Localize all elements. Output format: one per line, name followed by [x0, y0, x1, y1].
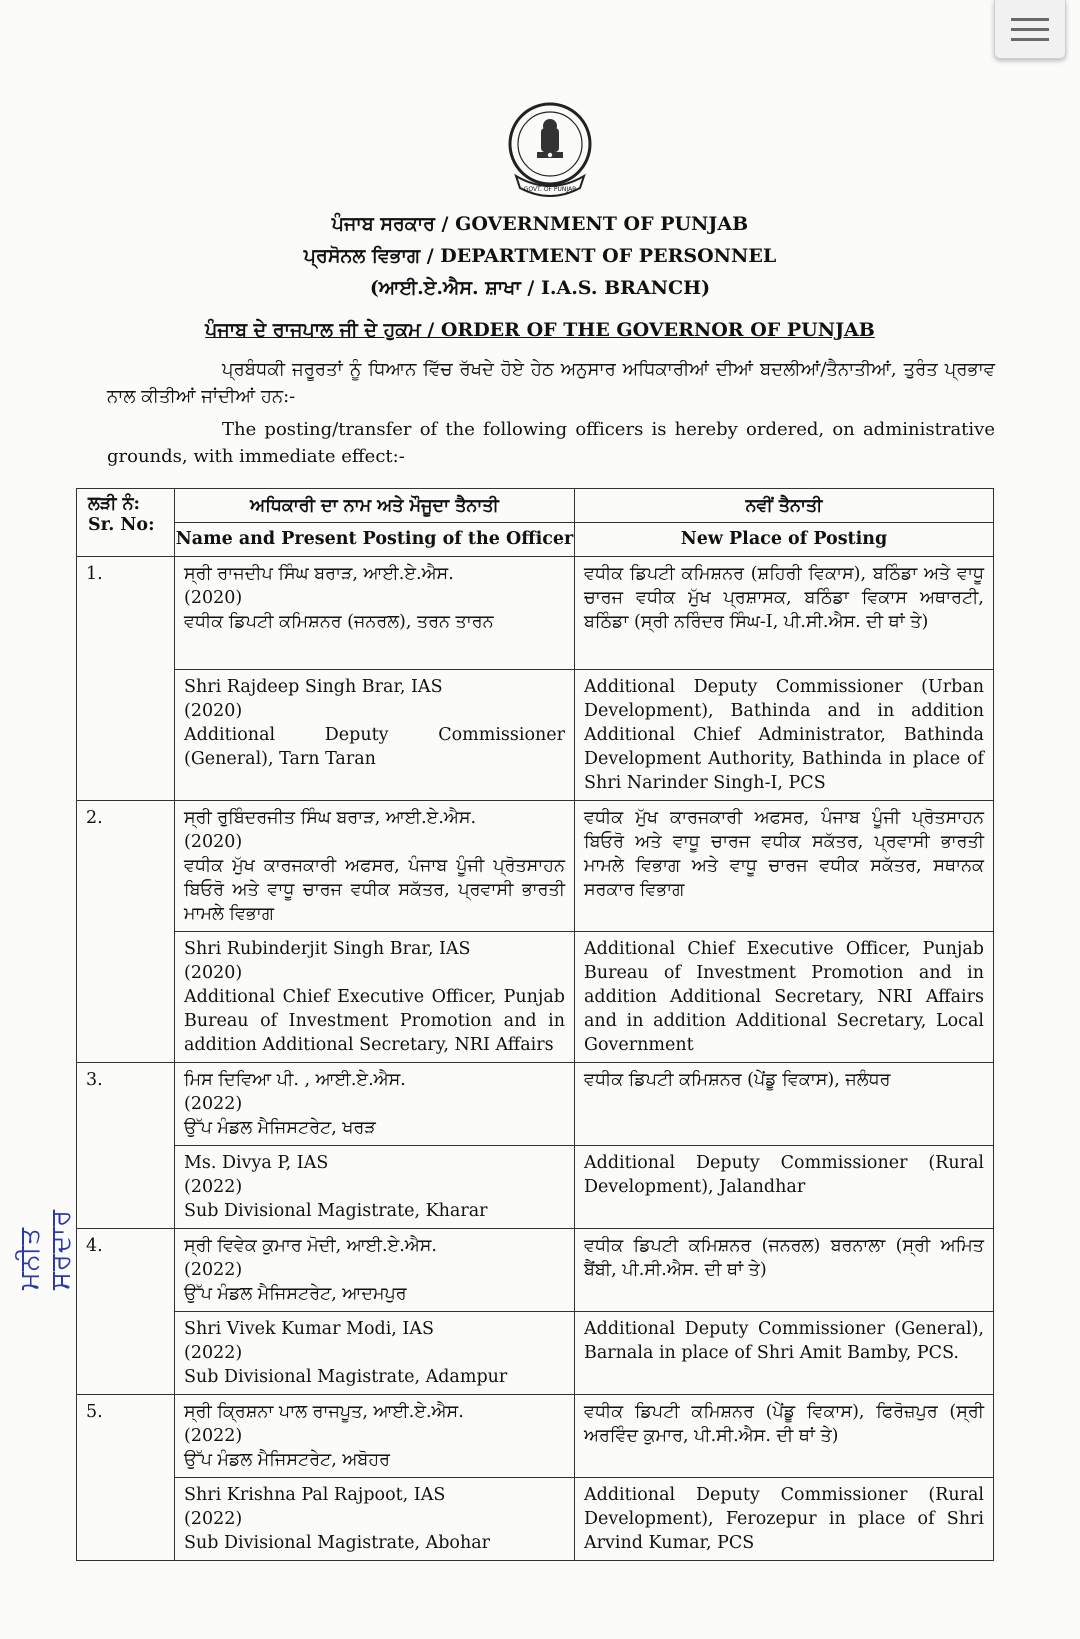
table-header-row [77, 489, 994, 557]
new-posting-cell-pa: ਵਧੀਕ ਮੁੱਖ ਕਾਰਜਕਾਰੀ ਅਫਸਰ, ਪੰਜਾਬ ਪੂੰਜੀ ਪ੍ਰੋਤਸਾਹਨ ਬਿਓਰੋ ਅਤੇ ਵਾਧੂ ਚਾਰਜ ਵਧੀਕ ਸਕੱਤਰ, ਪ੍ਰਵਾਸੀ ਭਾਰਤੀ ਮਾਮਲੇ ਵਿਭਾਗ ਅਤੇ ਵਾਧੂ ਚਾਰਜ ਵਧੀਕ ਸਕੱਤਰ, ਸਥਾਨਕ ਸਰਕਾਰ ਵਿਭਾਗ [575, 801, 994, 932]
officer-present-posting: ਉੱਪ ਮੰਡਲ ਮੈਜਿਸਟਰੇਟ, ਅਬੋਹਰ [184, 1450, 390, 1470]
officer-batch: (2022) [184, 1509, 243, 1529]
sr-cell: 1. [77, 557, 175, 801]
branch-title: (ਆਈ.ਏ.ਐਸ. ਸ਼ਾਖਾ / I.A.S. BRANCH) [369, 277, 711, 299]
sr-cell: 5. [77, 1395, 175, 1561]
officer-cell-en [175, 1146, 575, 1229]
header-new-posting [575, 489, 994, 557]
officer-cell-pa [175, 1395, 575, 1478]
sr-cell: 3. [77, 1063, 175, 1229]
officer-cell-pa [175, 801, 575, 932]
department-title: ਪ੍ਰਸੋਨਲ ਵਿਭਾਗ / DEPARTMENT OF PERSONNEL [303, 245, 777, 267]
officer-batch: (2022) [184, 1094, 243, 1114]
officer-name: ਮਿਸ ਦਿਵਿਆ ਪੀ. , ਆਈ.ਏ.ਐਸ. [184, 1070, 406, 1090]
officer-name: ਸ੍ਰੀ ਰਾਜਦੀਪ ਸਿੰਘ ਬਰਾੜ, ਆਈ.ਏ.ਐਸ. [184, 564, 454, 584]
officer-batch: (2022) [184, 1260, 243, 1280]
officer-cell-en [175, 1478, 575, 1561]
handwritten-signature: ਮਨੀਤ ਸਰਦਾਰ [14, 1208, 76, 1290]
header-officer-en: Name and Present Posting of the Officer [175, 522, 574, 551]
header-sr-no-en: Sr. No: [88, 515, 155, 535]
officer-name: ਸ੍ਰੀ ਰੁਬਿੰਦਰਜੀਤ ਸਿੰਘ ਬਰਾੜ, ਆਈ.ਏ.ਐਸ. [184, 808, 477, 828]
menu-line-icon [1011, 38, 1049, 41]
menu-line-icon [1011, 28, 1049, 31]
table-row [77, 1229, 994, 1312]
officer-batch: (2022) [184, 1343, 243, 1363]
officer-cell-pa [175, 557, 575, 670]
officer-present-posting: Sub Divisional Magistrate, Abohar [184, 1533, 491, 1553]
officer-present-posting: ਵਧੀਕ ਡਿਪਟੀ ਕਮਿਸ਼ਨਰ (ਜਨਰਲ), ਤਰਨ ਤਾਰਨ [184, 612, 494, 632]
postings-table [76, 488, 994, 1561]
new-posting-cell-en: Additional Chief Executive Officer, Punjab Bureau of Investment Promotion and in addition Additional Secretary, NRI Affairs and in addition Additional Secretary, Local Government [575, 932, 994, 1063]
header-new-posting-pa: ਨਵੀਂ ਤੈਨਾਤੀ [745, 496, 823, 516]
officer-present-posting: Additional Deputy Commissioner (General), Tarn Taran [184, 725, 565, 769]
new-posting-cell-en: Additional Deputy Commissioner (Rural Development), Jalandhar [575, 1146, 994, 1229]
officer-batch: (2020) [184, 832, 243, 852]
officer-batch: (2022) [184, 1177, 243, 1197]
new-posting-cell-en: Additional Deputy Commissioner (General), Barnala in place of Shri Amit Bamby, PCS. [575, 1312, 994, 1395]
punjab-emblem-icon [500, 96, 600, 204]
header-officer-pa: ਅਧਿਕਾਰੀ ਦਾ ਨਾਮ ਅਤੇ ਮੌਜੂਦਾ ਤੈਨਾਤੀ [250, 496, 499, 516]
officer-batch: (2022) [184, 1426, 243, 1446]
table-row [77, 932, 994, 1063]
officer-present-posting: Additional Chief Executive Officer, Punjab Bureau of Investment Promotion and in addition Additional Secretary, NRI Affairs [184, 987, 565, 1055]
officer-name: Shri Vivek Kumar Modi, IAS [184, 1319, 434, 1339]
officer-present-posting: ਉੱਪ ਮੰਡਲ ਮੈਜਿਸਟਰੇਟ, ਖਰੜ [184, 1118, 376, 1138]
officer-cell-en [175, 670, 575, 801]
new-posting-cell-pa: ਵਧੀਕ ਡਿਪਟੀ ਕਮਿਸ਼ਨਰ (ਪੇਂਡੂ ਵਿਕਾਸ), ਜਲੰਧਰ [575, 1063, 994, 1146]
menu-line-icon [1011, 18, 1049, 21]
officer-present-posting: ਵਧੀਕ ਮੁੱਖ ਕਾਰਜਕਾਰੀ ਅਫਸਰ, ਪੰਜਾਬ ਪੂੰਜੀ ਪ੍ਰੋਤਸਾਹਨ ਬਿਓਰੋ ਅਤੇ ਵਾਧੂ ਚਾਰਜ ਵਧੀਕ ਸਕੱਤਰ, ਪ੍ਰਵਾਸੀ ਭਾਰਤੀ ਮਾਮਲੇ ਵਿਭਾਗ [184, 856, 565, 924]
new-posting-cell-pa: ਵਧੀਕ ਡਿਪਟੀ ਕਮਿਸ਼ਨਰ (ਪੇਂਡੂ ਵਿਕਾਸ), ਫਿਰੋਜ਼ਪੁਰ (ਸ੍ਰੀ ਅਰਵਿੰਦ ਕੁਮਾਰ, ਪੀ.ਸੀ.ਐਸ. ਦੀ ਥਾਂ ਤੇ) [575, 1395, 994, 1478]
officer-cell-pa [175, 1063, 575, 1146]
sr-cell: 2. [77, 801, 175, 1063]
officer-batch: (2020) [184, 963, 243, 983]
officer-cell-pa [175, 1229, 575, 1312]
table-row [77, 557, 994, 670]
officer-name: Shri Krishna Pal Rajpoot, IAS [184, 1485, 446, 1505]
table-row [77, 1312, 994, 1395]
new-posting-cell-en: Additional Deputy Commissioner (Urban Development), Bathinda and in addition Additional Chief Administrator, Bathinda Development Authority, Bathinda in place of Shri Narinder Singh-I, PCS [575, 670, 994, 801]
emblem-label: GOVT. OF PUNJAB [523, 186, 577, 193]
table-row [77, 1063, 994, 1146]
header-sr-no-pa: ਲੜੀ ਨੰ: [88, 494, 141, 514]
govt-title: ਪੰਜਾਬ ਸਰਕਾਰ / GOVERNMENT OF PUNJAB [331, 213, 749, 235]
officer-name: Shri Rubinderjit Singh Brar, IAS [184, 939, 471, 959]
table-row [77, 1146, 994, 1229]
officer-cell-en [175, 1312, 575, 1395]
table-row [77, 1395, 994, 1478]
header-sr-no [77, 489, 175, 557]
officer-present-posting: Sub Divisional Magistrate, Adampur [184, 1367, 508, 1387]
new-posting-cell-pa: ਵਧੀਕ ਡਿਪਟੀ ਕਮਿਸ਼ਨਰ (ਸ਼ਹਿਰੀ ਵਿਕਾਸ), ਬਠਿੰਡਾ ਅਤੇ ਵਾਧੂ ਚਾਰਜ ਵਧੀਕ ਮੁੱਖ ਪ੍ਰਸ਼ਾਸਕ, ਬਠਿੰਡਾ ਵਿਕਾਸ ਅਥਾਰਟੀ, ਬਠਿੰਡਾ (ਸ੍ਰੀ ਨਰਿੰਦਰ ਸਿੰਘ-I, ਪੀ.ਸੀ.ਐਸ. ਦੀ ਥਾਂ ਤੇ) [575, 557, 994, 670]
new-posting-cell-pa: ਵਧੀਕ ਡਿਪਟੀ ਕਮਿਸ਼ਨਰ (ਜਨਰਲ) ਬਰਨਾਲਾ (ਸ੍ਰੀ ਅਮਿਤ ਬੈਂਬੀ, ਪੀ.ਸੀ.ਐਸ. ਦੀ ਥਾਂ ਤੇ) [575, 1229, 994, 1312]
sr-cell: 4. [77, 1229, 175, 1395]
officer-name: ਸ੍ਰੀ ਵਿਵੇਕ ਕੁਮਾਰ ਮੋਦੀ, ਆਈ.ਏ.ਐਸ. [184, 1236, 437, 1256]
intro-punjabi: ਪ੍ਰਬੰਧਕੀ ਜਰੂਰਤਾਂ ਨੂੰ ਧਿਆਨ ਵਿੱਚ ਰੱਖਦੇ ਹੋਏ ਹੇਠ ਅਨੁਸਾਰ ਅਧਿਕਾਰੀਆਂ ਦੀਆਂ ਬਦਲੀਆਂ/ਤੈਨਾਤੀਆਂ, ਤੁਰੰਤ ਪ੍ਰਭਾਵ ਨਾਲ ਕੀਤੀਆਂ ਜਾਂਦੀਆਂ ਹਨ:- [107, 359, 995, 407]
table-row [77, 670, 994, 801]
new-posting-cell-en: Additional Deputy Commissioner (Rural Development), Ferozepur in place of Shri Arvind Kumar, PCS [575, 1478, 994, 1561]
officer-present-posting: ਉੱਪ ਮੰਡਲ ਮੈਜਿਸਟਰੇਟ, ਆਦਮਪੁਰ [184, 1284, 407, 1304]
table-row [77, 801, 994, 932]
header-officer [175, 489, 575, 557]
order-title: ਪੰਜਾਬ ਦੇ ਰਾਜਪਾਲ ਜੀ ਦੇ ਹੁਕਮ / ORDER OF THE GOVERNOR OF PUNJAB [205, 319, 875, 341]
officer-present-posting: Sub Divisional Magistrate, Kharar [184, 1201, 488, 1221]
hamburger-menu-button[interactable] [994, 0, 1066, 59]
officer-name: Shri Rajdeep Singh Brar, IAS [184, 677, 443, 697]
officer-batch: (2020) [184, 701, 243, 721]
intro-english: The posting/transfer of the following officers is hereby ordered, on administrative grounds, with immediate effect:- [107, 419, 995, 467]
officer-name: ਸ੍ਰੀ ਕ੍ਰਿਸ਼ਨਾ ਪਾਲ ਰਾਜਪੂਤ, ਆਈ.ਏ.ਐਸ. [184, 1402, 464, 1422]
officer-cell-en [175, 932, 575, 1063]
officer-name: Ms. Divya P, IAS [184, 1153, 329, 1173]
table-row [77, 1478, 994, 1561]
header-new-posting-en: New Place of Posting [575, 522, 993, 551]
officer-batch: (2020) [184, 588, 243, 608]
